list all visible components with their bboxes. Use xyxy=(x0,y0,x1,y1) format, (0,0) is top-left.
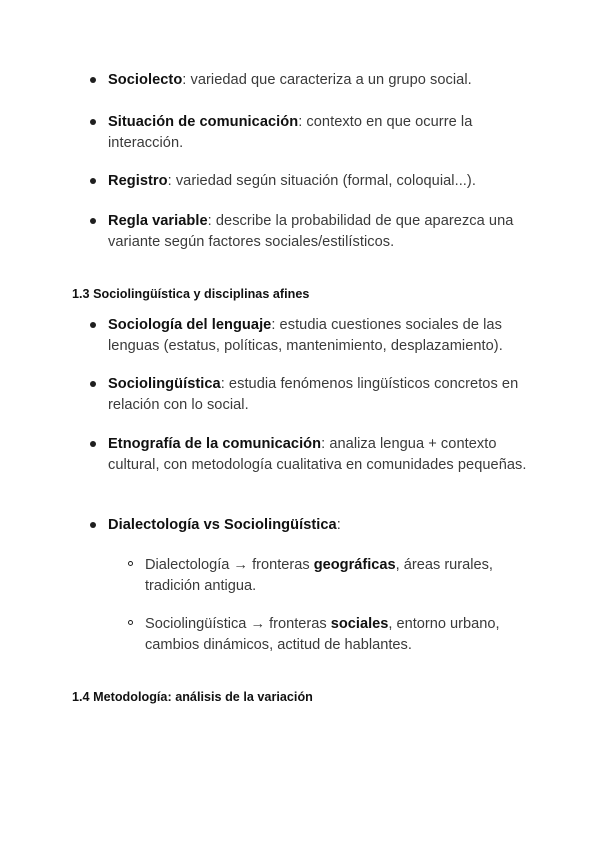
sub-bullet-dialectologia xyxy=(145,555,545,596)
desc-dialectologia-vs-sociolinguistica: : xyxy=(336,517,341,533)
bullet-sociolecto xyxy=(108,70,548,91)
term-regla-variable: Regla variable xyxy=(108,213,208,229)
sub-dialectologia-before: Dialectología → fronteras xyxy=(145,557,314,573)
term-sociolecto: Sociolecto xyxy=(108,72,183,88)
desc-sociolecto: : variedad que caracteriza a un grupo social. xyxy=(182,72,472,88)
term-registro: Registro xyxy=(108,173,168,189)
term-sociologia-del-lenguaje: Sociología del lenguaje xyxy=(108,317,272,333)
desc-registro: : variedad según situación (formal, coloquial...). xyxy=(167,173,476,189)
bullet-registro xyxy=(108,171,548,192)
term-etnografia-de-la-comunicacion: Etnografía de la comunicación xyxy=(108,436,322,452)
bullet-sociologia-del-lenguaje xyxy=(108,315,548,356)
sub-sociolinguistica-before: Sociolingüística → fronteras xyxy=(145,616,331,632)
term-sociolinguistica: Sociolingüística xyxy=(108,376,221,392)
bullet-sociolinguistica xyxy=(108,374,548,415)
bullet-situacion-de-comunicacion xyxy=(108,112,548,153)
desc-etnografia-de-la-comunicacion: : analiza lengua + contexto cultural, con metodología cualitativa en comunidades pequeñas. xyxy=(108,436,527,473)
sub-bullet-sociolinguistica xyxy=(145,614,545,655)
section-heading-1-4: 1.4 Metodología: análisis de la variación xyxy=(72,690,313,704)
bullet-dialectologia-vs-sociolinguistica xyxy=(108,515,548,536)
section-heading-1-3: 1.3 Sociolingüística y disciplinas afines xyxy=(72,287,310,301)
bullet-etnografia-de-la-comunicacion xyxy=(108,434,548,475)
desc-sociologia-del-lenguaje: : estudia cuestiones sociales de las lenguas (estatus, políticas, mantenimiento, desplazamiento). xyxy=(108,317,503,354)
sub-sociolinguistica-strong: sociales xyxy=(330,616,389,632)
desc-sociolinguistica: : estudia fenómenos lingüísticos concretos en relación con lo social. xyxy=(108,376,519,413)
bullet-regla-variable xyxy=(108,211,548,252)
sub-dialectologia-after: , áreas rurales, tradición antigua. xyxy=(145,557,493,594)
term-dialectologia-vs-sociolinguistica: Dialectología vs Sociolingüística xyxy=(108,517,337,533)
desc-regla-variable: : describe la probabilidad de que aparezca una variante según factores sociales/estilísticos. xyxy=(108,213,514,250)
desc-situacion-de-comunicacion: : contexto en que ocurre la interacción. xyxy=(108,114,473,151)
term-situacion-de-comunicacion: Situación de comunicación xyxy=(108,114,299,130)
sub-dialectologia-strong: geográficas xyxy=(313,557,396,573)
sub-sociolinguistica-after: , entorno urbano, cambios dinámicos, actitud de hablantes. xyxy=(145,616,500,653)
